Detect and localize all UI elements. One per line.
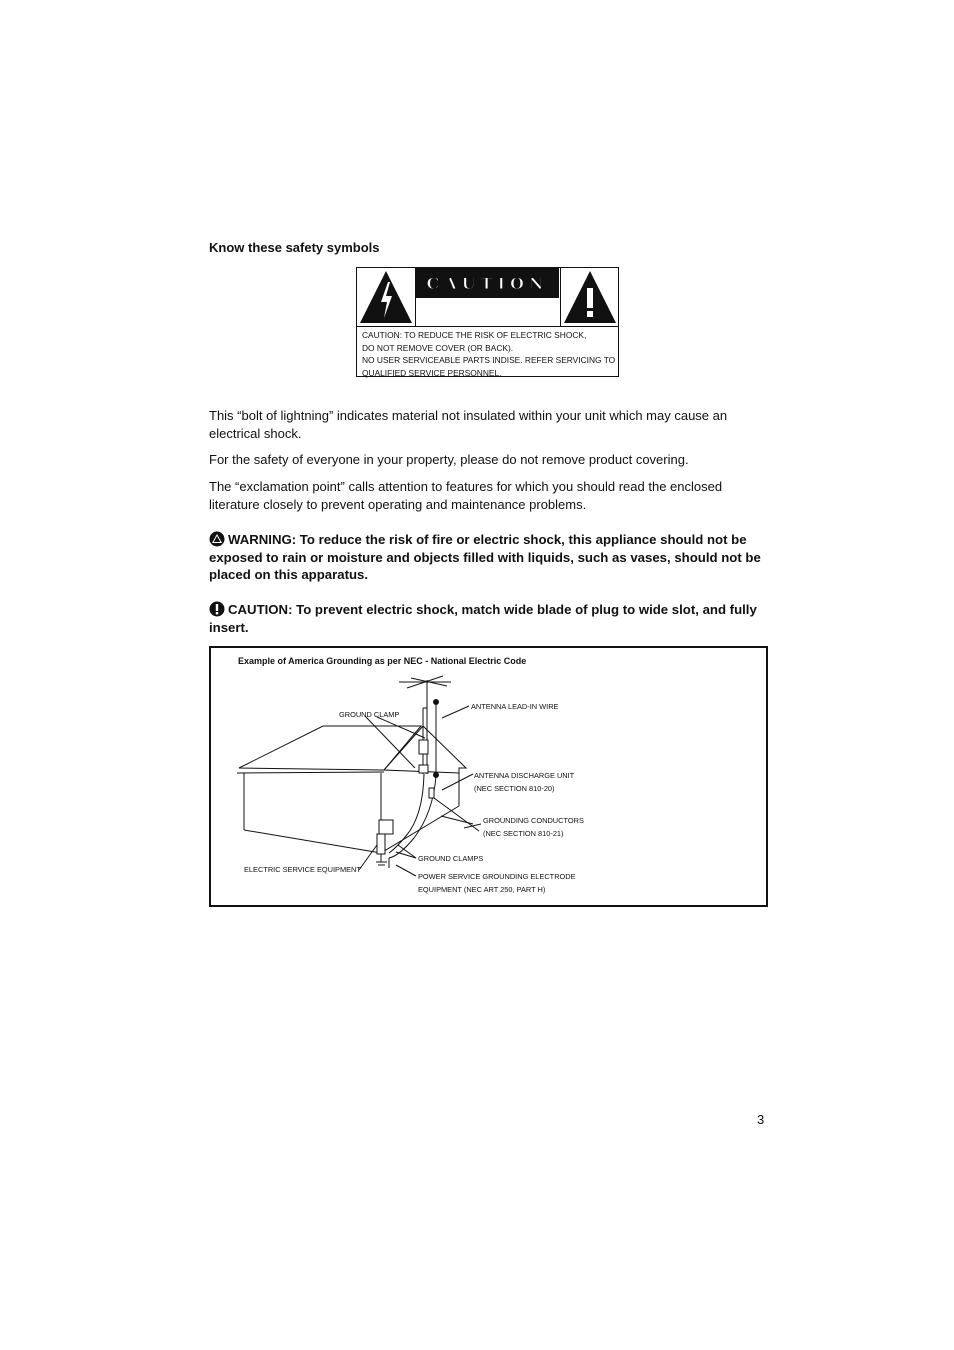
warning-block (209, 531, 771, 584)
warning-triangle-icon (209, 531, 225, 547)
diagram-title: Example of America Grounding as per NEC - National Electric Code (238, 656, 527, 666)
label-electric-service: ELECTRIC SERVICE EQUIPMENT (244, 865, 361, 874)
caution-label (356, 267, 619, 377)
caution-line: DO NOT REMOVE COVER (OR BACK). (362, 342, 514, 353)
caution-word: CAUTION (426, 274, 549, 293)
lightning-warning-icon (357, 268, 416, 326)
caution-line: NO USER SERVICEABLE PARTS INDISE. REFER SERVICING TO (362, 355, 616, 365)
label-grounding-conductors (483, 814, 584, 840)
label-grounding-conductors-title: GROUNDING CONDUCTORS (483, 816, 584, 825)
label-antenna-lead-in: ANTENNA LEAD-IN WIRE (471, 702, 559, 711)
caution-block (209, 601, 771, 636)
paragraph-lightning: This “bolt of lightning” indicates material not insulated within your unit which may cause an electrical shock. (209, 408, 728, 441)
label-ground-clamp: GROUND CLAMP (339, 710, 400, 719)
caution-banner (416, 268, 559, 298)
label-discharge-unit-section: (NEC SECTION 810-20) (474, 784, 555, 793)
page-number: 3 (757, 1112, 765, 1127)
label-power-service-line2: EQUIPMENT (NEC ART 250, PART H) (418, 885, 546, 894)
grounding-diagram (209, 646, 768, 907)
warning-text: WARNING: To reduce the risk of fire or electric shock, this appliance should not be exposed to rain or moisture and objects filled with liquids, such as vases, should not be placed on this apparatus. (209, 532, 761, 582)
caution-label-header (357, 268, 618, 327)
label-power-service (418, 870, 576, 896)
caution-line: QUALIFIED SERVICE PERSONNEL. (362, 367, 502, 378)
label-discharge-unit (474, 769, 574, 795)
label-grounding-conductors-section: (NEC SECTION 810-21) (483, 829, 564, 838)
paragraph-exclamation: The “exclamation point” calls attention to features for which you should read the enclosed literature closely to prevent operating and maintenance problems. (209, 479, 723, 512)
paragraph-covering: For the safety of everyone in your property, please do not remove product covering. (209, 452, 689, 467)
caution-label-text (362, 329, 615, 379)
section-heading: Know these safety symbols (209, 240, 380, 255)
exclamation-warning-icon (560, 268, 619, 326)
caution-text: CAUTION: To prevent electric shock, match wide blade of plug to wide slot, and fully insert. (209, 602, 757, 635)
label-ground-clamps: GROUND CLAMPS (418, 854, 484, 863)
exclamation-circle-icon (209, 601, 225, 617)
label-power-service-line1: POWER SERVICE GROUNDING ELECTRODE (418, 872, 576, 881)
caution-line: CAUTION: TO REDUCE THE RISK OF ELECTRIC SHOCK, (362, 330, 587, 340)
label-discharge-unit-title: ANTENNA DISCHARGE UNIT (474, 771, 575, 780)
